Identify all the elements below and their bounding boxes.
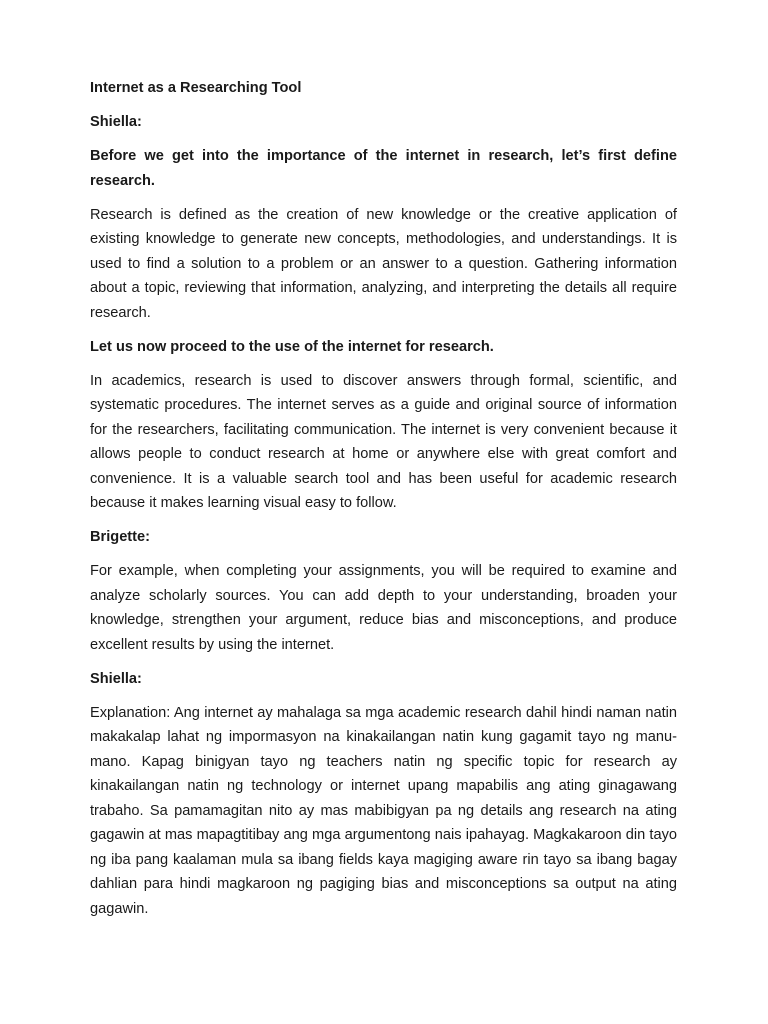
document-body [90, 76, 677, 931]
paragraph: Research is defined as the creation of new knowledge or the creative application of existing knowledge to generate new concepts, methodologies, and understandings. It is used to find a solution to a problem or an answer to a question. Gathering information about a topic, reviewing that information, analyzing, and interpreting the details all require research. [90, 206, 677, 321]
document-title: Internet as a Researching Tool [90, 80, 302, 96]
speaker-label: Shiella: [90, 670, 142, 687]
speaker-label: Shiella: [90, 114, 142, 130]
bold-paragraph: Let us now proceed to the use of the internet for research. [90, 338, 494, 355]
paragraph: Explanation: Ang internet ay mahalaga sa mga academic research dahil hindi naman natin makakalap lahat ng impormasyon na kinakailangan natin kung gagamit tayo ng manu-mano. Kapag binigyan tayo ng teachers natin ng specific topic for research ay kinakailangan natin ng technology or internet upang mapabilis ang ating ginagawang trabaho. Sa pamamagitan nito ay mas mabibigyan pa ng details ang research na ating gagawin at mas mapagtitibay ang mga argumentong nais ipahayag. Magkakaroon din tayo ng iba pang kaalaman mula sa ibang fields kaya magiging aware rin tayo sa ibang bagay dahlian para hindi magkaroon ng pagiging bias and misconceptions sa output na ating gagawin. [90, 704, 677, 917]
speaker-label: Brigette: [90, 529, 150, 545]
bold-paragraph: Before we get into the importance of the internet in research, let’s first define research. [90, 148, 677, 189]
paragraph: For example, when completing your assignments, you will be required to examine and analyze scholarly sources. You can add depth to your understanding, broaden your knowledge, strengthen your argument, reduce bias and misconceptions, and produce excellent results by using the internet. [90, 563, 677, 653]
paragraph: In academics, research is used to discover answers through formal, scientific, and systematic procedures. The internet serves as a guide and original source of information for the researchers, facilitating communication. The internet is very convenient because it allows people to conduct research at home or anywhere else with great comfort and convenience. It is a valuable search tool and has been useful for academic research because it makes learning visual easy to follow. [90, 372, 677, 511]
